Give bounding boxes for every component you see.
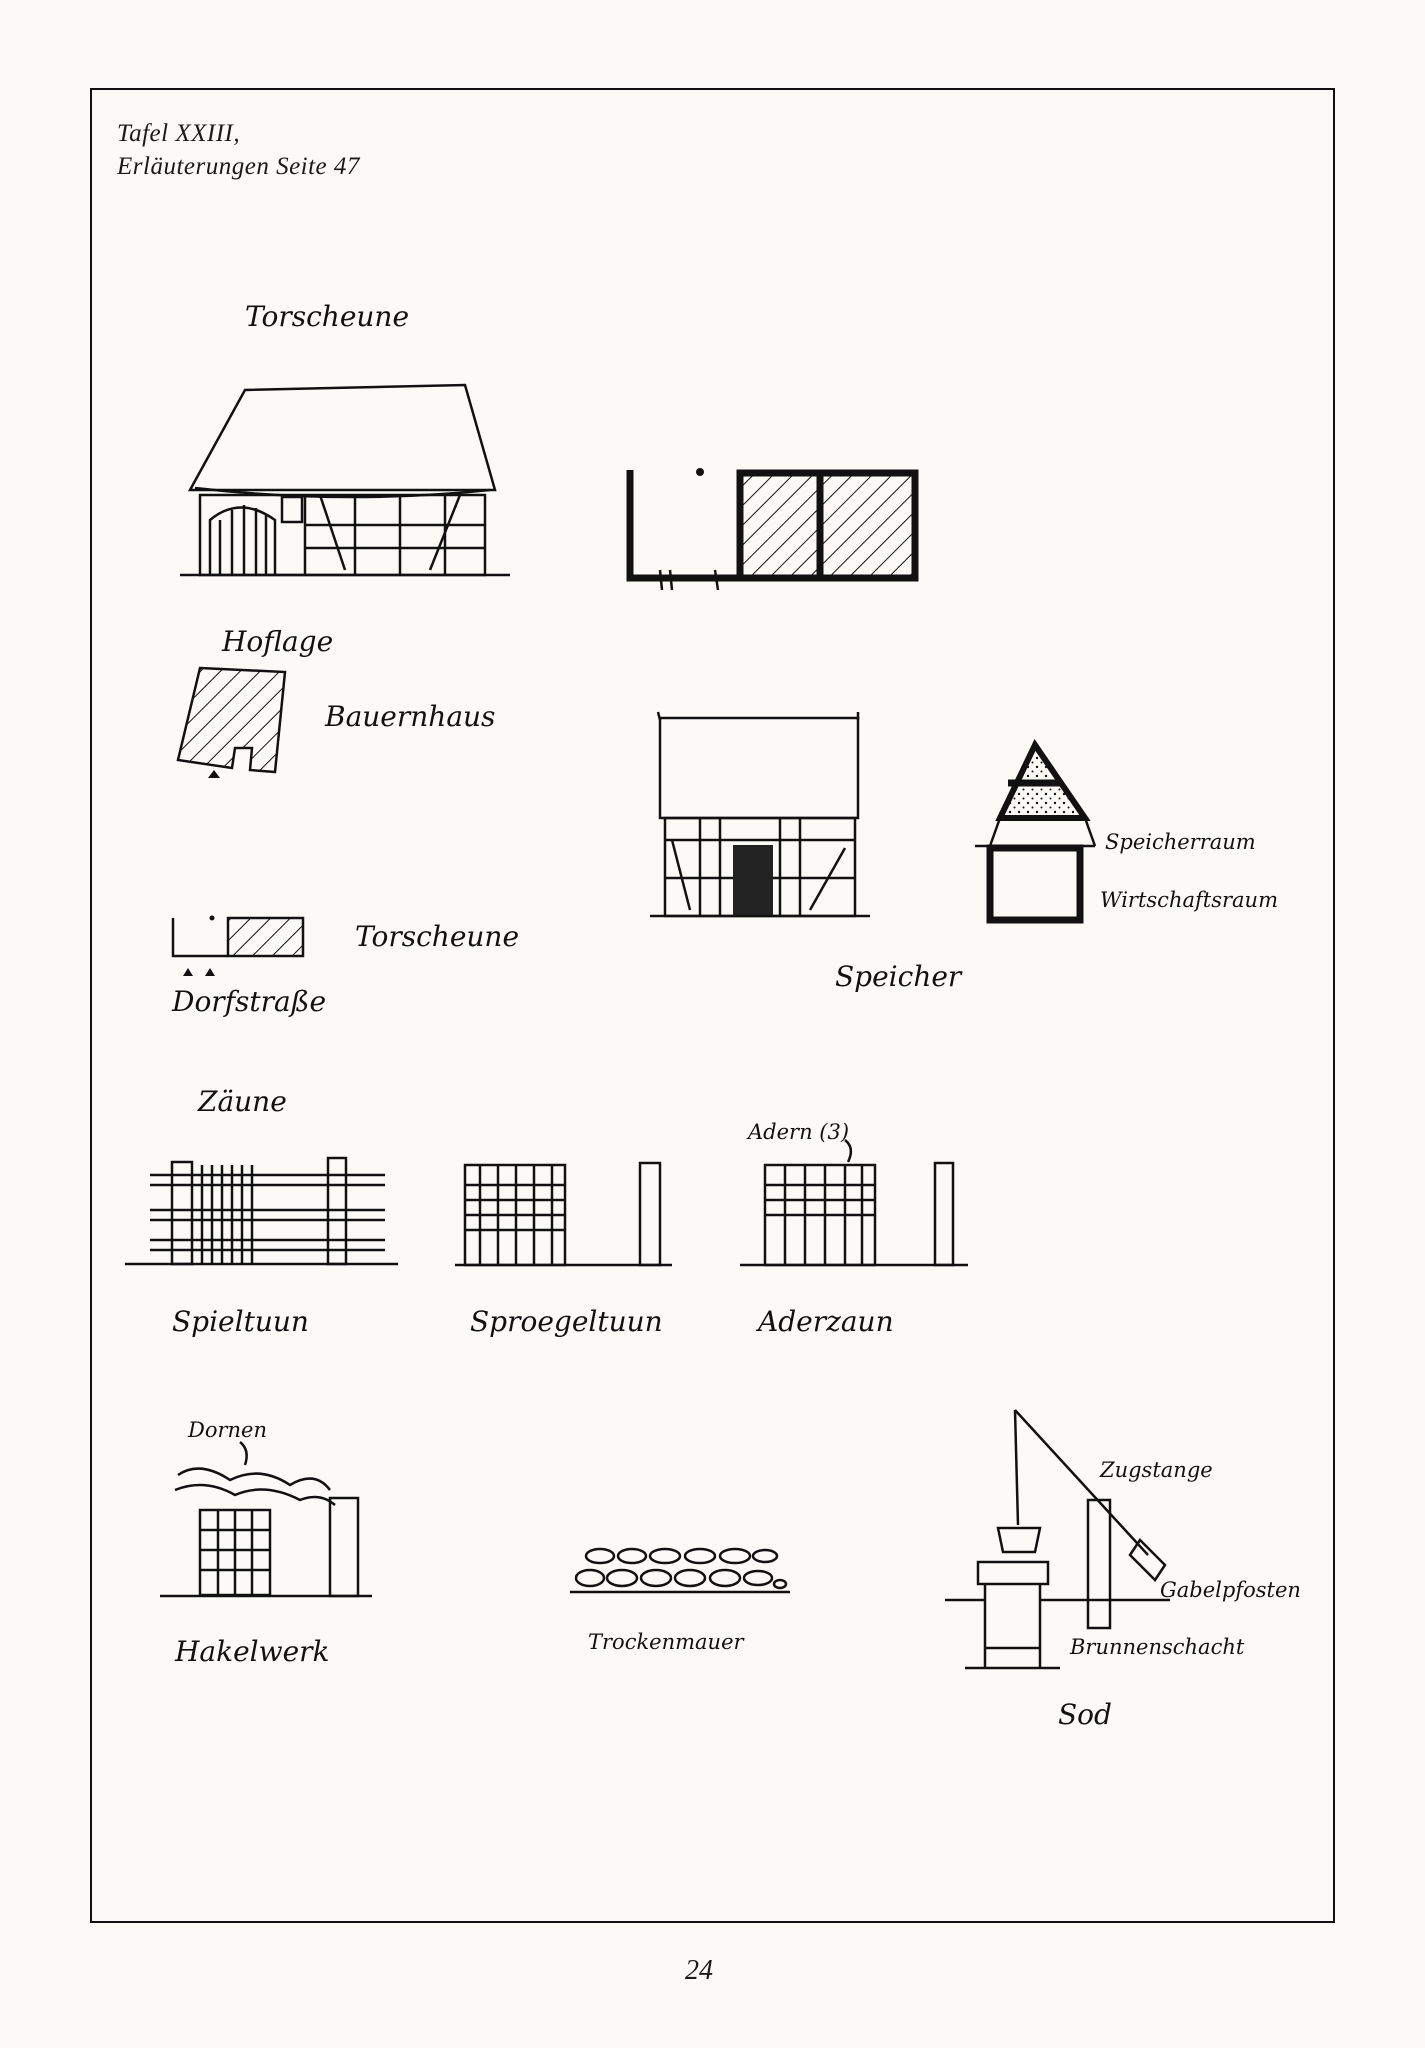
label-dornen: Dornen (188, 1418, 267, 1442)
label-aderzaun: Aderzaun (758, 1305, 894, 1338)
label-gabelpfosten: Gabelpfosten (1160, 1578, 1301, 1602)
trockenmauer-wall (570, 1549, 790, 1592)
torscheune-small-plan (173, 916, 303, 977)
label-sproegeltuun: Sproegeltuun (470, 1305, 663, 1338)
label-speicher: Speicher (835, 960, 962, 993)
label-spieltuun: Spieltuun (172, 1305, 309, 1338)
label-zugstange: Zugstange (1100, 1458, 1213, 1482)
aderzaun-fence (740, 1140, 968, 1265)
hakelwerk-fence (160, 1442, 372, 1596)
torscheune-elevation (180, 385, 510, 575)
label-trockenmauer: Trockenmauer (588, 1630, 744, 1654)
label-hoflage: Hoflage (222, 625, 334, 658)
label-zaeune: Zäune (198, 1085, 287, 1118)
label-adern: Adern (3) (748, 1120, 850, 1144)
label-wirtschaftsraum: Wirtschaftsraum (1100, 888, 1278, 912)
label-dorfstrasse: Dorfstraße (172, 985, 327, 1018)
label-torscheune-title: Torscheune (245, 300, 410, 333)
sproegeltuun-fence (455, 1163, 672, 1265)
label-hakelwerk: Hakelwerk (175, 1635, 330, 1668)
spieltuun-fence (125, 1158, 398, 1264)
label-sod: Sod (1058, 1698, 1112, 1731)
label-speicherraum: Speicherraum (1105, 830, 1256, 854)
label-bauernhaus: Bauernhaus (325, 700, 496, 733)
page-number: 24 (685, 1955, 713, 1986)
speicher-elevation (650, 712, 870, 916)
label-torscheune-plan: Torscheune (355, 920, 520, 953)
torscheune-floor-plan (630, 468, 915, 590)
hoflage-plan (178, 668, 285, 778)
plate-title: Tafel XXIII, (117, 120, 241, 147)
label-brunnenschacht: Brunnenschacht (1070, 1635, 1245, 1659)
speicher-section (975, 745, 1095, 920)
sod-well (945, 1410, 1170, 1668)
plate-reference: Erläuterungen Seite 47 (117, 153, 360, 180)
